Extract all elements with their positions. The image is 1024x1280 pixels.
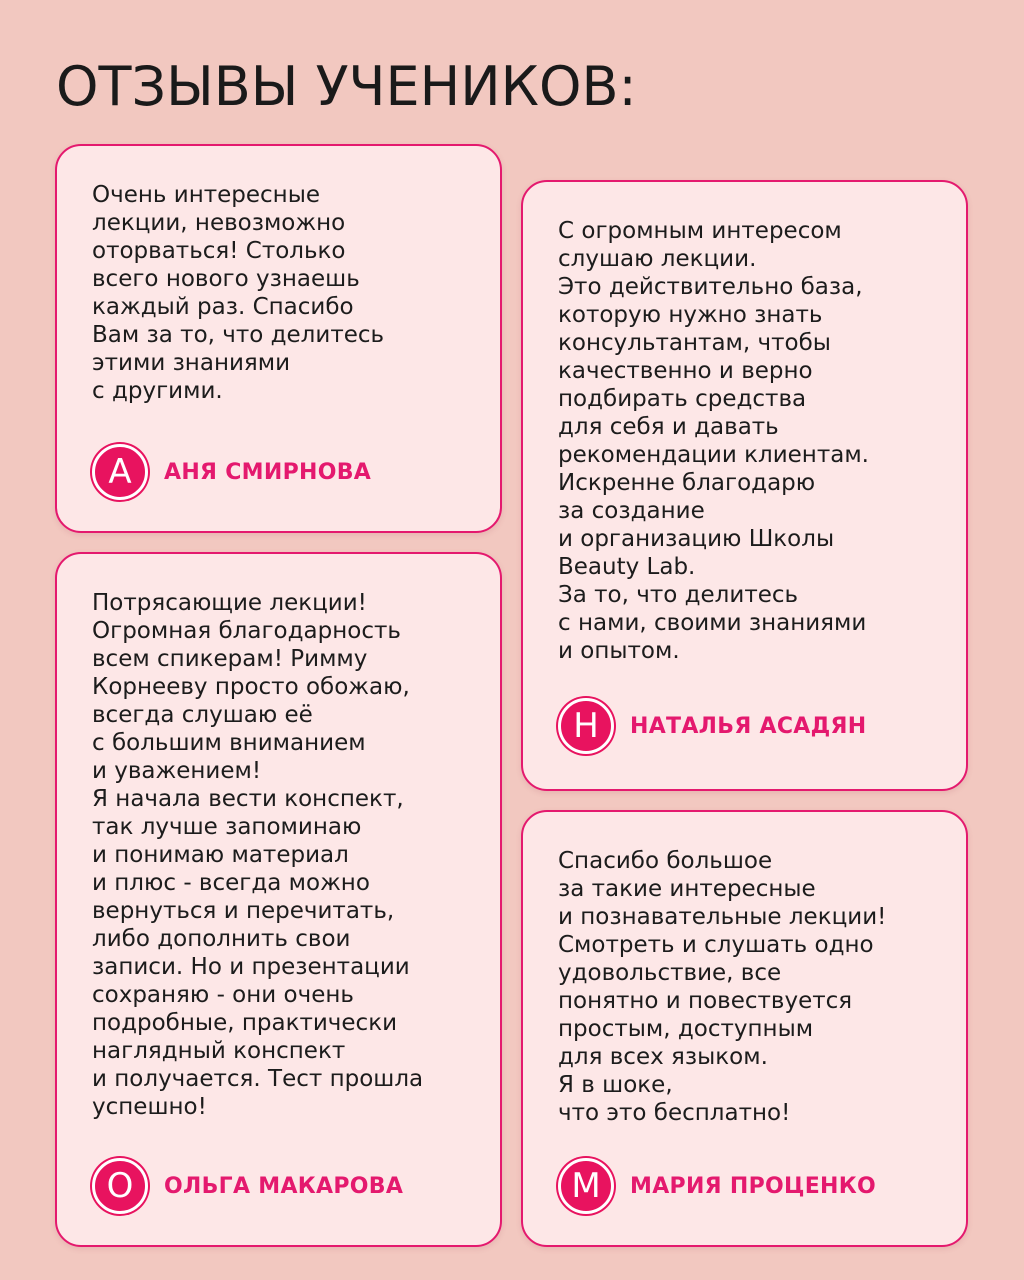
avatar: Н [558, 698, 614, 754]
avatar: О [92, 1158, 148, 1214]
author-name: НАТАЛЬЯ АСАДЯН [630, 713, 867, 739]
review-text: Очень интересные лекции, невозможно оторваться! Столько всего нового узнаешь каждый раз. Спасибо Вам за то, что делитесь этими знаниями с другими. [92, 182, 385, 404]
avatar: М [558, 1158, 614, 1214]
review-text: Спасибо большое за такие интересные и познавательные лекции! Смотреть и слушать одно удовольствие, все понятно и повествуется простым, доступным для всех языком. Я в шоке, что это бесплатно! [558, 848, 887, 1126]
review-text: С огромным интересом слушаю лекции. Это действительно база, которую нужно знать консультантам, чтобы качественно и верно подбирать средства для себя и давать рекомендации клиентам. Искренне благодарю за создание и организацию Школы Beauty Lab. За то, что делитесь с нами, своими знаниями и опытом. [558, 218, 869, 664]
review-card-maria [521, 810, 968, 1247]
review-card-natalya [521, 180, 968, 791]
author-name: ОЛЬГА МАКАРОВА [164, 1173, 404, 1199]
review-author [558, 1158, 876, 1214]
review-author [92, 1158, 403, 1214]
page-title: ОТЗЫВЫ УЧЕНИКОВ: [56, 55, 637, 118]
review-card-anya [55, 144, 502, 533]
author-name: АНЯ СМИРНОВА [164, 459, 372, 485]
avatar: А [92, 444, 148, 500]
review-text: Потрясающие лекции! Огромная благодарность всем спикерам! Римму Корнееву просто обожаю, всегда слушаю её с большим вниманием и уважением! Я начала вести конспект, так лучше запоминаю и понимаю материал и плюс - всегда можно вернуться и перечитать, либо дополнить свои записи. Но и презентации сохраняю - они очень подробные, практически наглядный конспект и получается. Тест прошла успешно! [92, 590, 424, 1120]
review-card-olga [55, 552, 502, 1247]
review-author [558, 698, 866, 754]
author-name: МАРИЯ ПРОЦЕНКО [630, 1173, 877, 1199]
review-author [92, 444, 371, 500]
